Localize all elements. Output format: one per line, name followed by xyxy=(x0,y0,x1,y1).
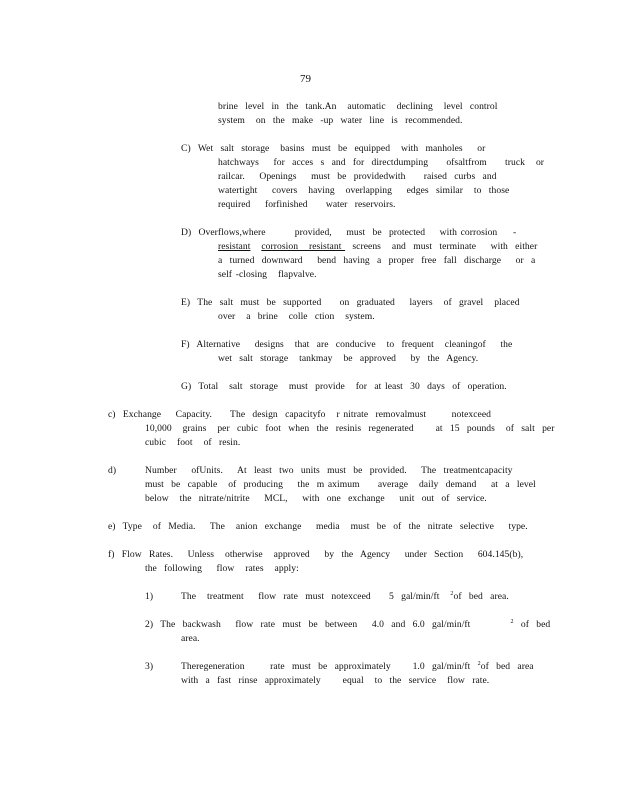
rate-2-text: 2) The backwash flow rate must be between 4.0 and 6.0 gal/min/ft xyxy=(145,619,471,630)
rate-3-line-2: with a fast rinse approximately equal to the service flow rate. xyxy=(181,675,490,686)
item-c-line-3: cubic foot of resin. xyxy=(145,437,241,448)
underlined-text: resistant xyxy=(218,241,251,252)
item-c-line-2: 10,000 grains per cubic foot when the resinis regenerated at 15 pounds of salt per xyxy=(145,423,555,434)
item-d-line-2: must be capable of producing the m aximum average daily demand at a level xyxy=(145,479,536,490)
subitem-e-line-2: over a brine colle ction system. xyxy=(218,311,375,322)
rate-1-text: The treatment flow rate must notexceed 5 gal/min/ft xyxy=(181,591,440,602)
item-f-line-1: f) Flow Rates. Unless otherwise approved by the Agency under Section 604.145(b), xyxy=(108,549,524,560)
item-d-label: d) xyxy=(108,465,117,476)
subitem-c-line-3: railcar. Openings must be providedwith raised curbs and xyxy=(218,171,497,182)
subitem-d-line-1: D) Overflows,where provided, must be protected with corrosion xyxy=(181,227,498,238)
subitem-d-line-2-rest: screens and must terminate with either xyxy=(345,241,538,252)
subitem-d-line-2 xyxy=(218,240,537,254)
subitem-f-line-2: wet salt storage tankmay be approved by the Agency. xyxy=(218,353,479,364)
intro-line-2: system on the make -up water line is recommended. xyxy=(218,115,463,126)
rate-3-text: Theregeneration rate must be approximately 1.0 gal/min/ft xyxy=(181,661,471,672)
rate-2-superscript: 2 xyxy=(510,619,514,625)
item-d-line-3: below the nitrate/nitrite MCL, with one exchange unit out of service. xyxy=(145,493,487,504)
rate-1-line xyxy=(181,590,509,604)
rate-1-end: of bed area. xyxy=(453,591,509,602)
strikethrough-text: corrosion resistant xyxy=(261,241,346,252)
page-number: 79 xyxy=(300,73,311,85)
intro-line-1: brine level in the tank.An automatic declining level control xyxy=(218,101,498,112)
subitem-g-line-1: G) Total salt storage must provide for at least 30 days of operation. xyxy=(181,381,507,392)
subitem-c-line-1: C) Wet salt storage basins must be equipped with manholes or xyxy=(181,143,486,154)
rate-3-label: 3) xyxy=(145,661,154,672)
subitem-f-line-1: F) Alternative designs that are conducive to frequent cleaningof the xyxy=(181,339,513,350)
subitem-d-line-3: a turned downward bend having a proper free fall discharge or a xyxy=(218,255,536,266)
rate-2-end: of bed xyxy=(520,619,551,630)
rate-1-label: 1) xyxy=(145,591,154,602)
subitem-c-line-2: hatchways for acces s and for directdumping ofsaltfrom truck or xyxy=(218,157,545,168)
rate-3-end: of bed area xyxy=(480,661,534,672)
rate-2-line-2: area. xyxy=(181,633,200,644)
subitem-e-line-1: E) The salt must be supported on graduated layers of gravel placed xyxy=(181,297,520,308)
rate-3-line xyxy=(181,660,534,674)
subitem-d-line-4: self -closing flapvalve. xyxy=(218,269,317,280)
subitem-d-hyphen: - xyxy=(513,227,517,238)
rate-2-line xyxy=(145,618,550,632)
item-f-line-2: the following flow rates apply: xyxy=(145,563,299,574)
item-e-line-1: e) Type of Media. The anion exchange media must be of the nitrate selective type. xyxy=(108,521,528,532)
item-d-line-1: Number ofUnits. At least two units must be provided. The treatmentcapacity xyxy=(145,465,513,476)
subitem-c-line-4: watertight covers having overlapping edges similar to those xyxy=(218,185,510,196)
rate-1-superscript: 2 xyxy=(450,591,454,597)
subitem-c-line-5: required forfinished water reservoirs. xyxy=(218,199,396,210)
item-c-line-1: c) Exchange Capacity. The design capacityfo r nitrate removalmust notexceed xyxy=(108,409,492,420)
rate-3-superscript: 2 xyxy=(477,661,481,667)
